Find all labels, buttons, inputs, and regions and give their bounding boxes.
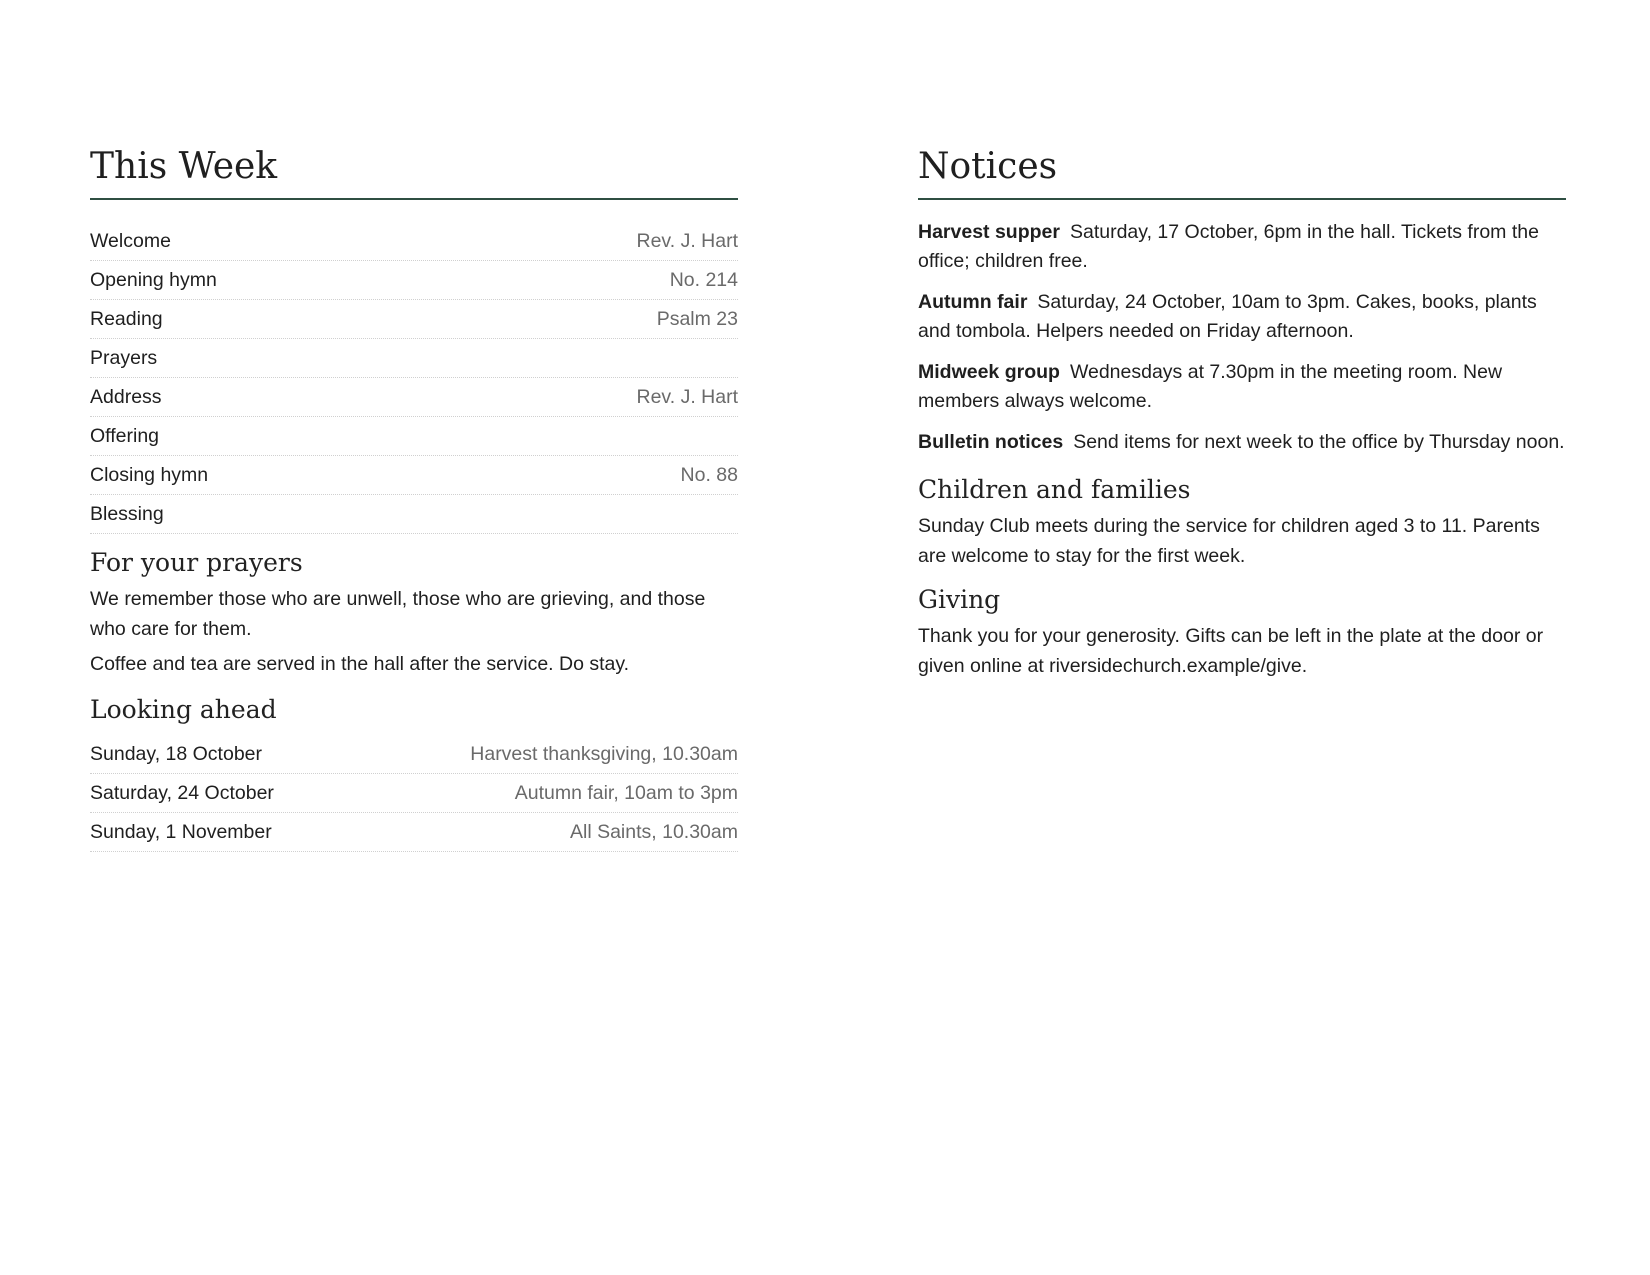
service-row (90, 417, 738, 456)
notice-text: Saturday, 24 October, 10am to 3pm. Cakes, books, plants and tombola. Helpers needed on Friday afternoon. (918, 291, 1537, 342)
service-item: Blessing (90, 502, 164, 525)
service-item: Prayers (90, 346, 158, 369)
notice-item (918, 288, 1566, 346)
service-item: Welcome (90, 229, 171, 252)
notice-title: Midweek group (918, 361, 1060, 383)
notice-item (918, 358, 1566, 416)
notice-title: Harvest supper (918, 221, 1060, 243)
service-detail: Rev. J. Hart (636, 229, 738, 252)
this-week-heading: This Week (90, 146, 738, 200)
service-item: Address (90, 385, 162, 408)
service-row (90, 339, 738, 378)
service-item: Reading (90, 307, 163, 330)
event-date: Saturday, 24 October (90, 781, 274, 804)
notice-text: Saturday, 17 October, 6pm in the hall. Tickets from the office; children free. (918, 221, 1539, 272)
service-row (90, 495, 738, 534)
looking-ahead-heading: Looking ahead (90, 695, 277, 724)
event-row (90, 735, 738, 774)
prayers-text: We remember those who are unwell, those who are grieving, and those who care for them. (90, 588, 706, 640)
event-name: Harvest thanksgiving, 10.30am (470, 742, 738, 765)
this-week-column (90, 146, 738, 852)
event-date: Sunday, 1 November (90, 820, 272, 843)
children-text: Sunday Club meets during the service for children aged 3 to 11. Parents are welcome to stay for the first week. (918, 515, 1540, 567)
looking-ahead-list (90, 735, 738, 852)
event-row (90, 774, 738, 813)
notices-list (918, 218, 1566, 457)
notice-text: Wednesdays at 7.30pm in the meeting room. New members always welcome. (918, 361, 1503, 412)
service-item: Closing hymn (90, 463, 209, 486)
notice-title: Bulletin notices (918, 431, 1064, 453)
notice-item (918, 428, 1566, 457)
event-row (90, 813, 738, 852)
prayers-heading: For your prayers (90, 548, 303, 577)
notices-heading: Notices (918, 146, 1566, 200)
service-detail: Rev. J. Hart (636, 385, 738, 408)
notice-title: Autumn fair (918, 291, 1028, 313)
giving-heading: Giving (918, 585, 1001, 614)
notice-item (918, 218, 1566, 276)
service-item: Opening hymn (90, 268, 217, 291)
event-name: All Saints, 10.30am (569, 820, 738, 843)
service-detail: Psalm 23 (656, 307, 738, 330)
event-date: Sunday, 18 October (90, 742, 262, 765)
children-heading: Children and families (918, 475, 1191, 504)
service-row (90, 378, 738, 417)
service-row (90, 261, 738, 300)
event-name: Autumn fair, 10am to 3pm (514, 781, 738, 804)
order-of-service (90, 222, 738, 534)
service-item: Offering (90, 424, 160, 447)
service-detail: No. 88 (680, 463, 738, 486)
service-row (90, 222, 738, 261)
service-row (90, 456, 738, 495)
service-row (90, 300, 738, 339)
notice-text: Send items for next week to the office by Thursday noon. (1073, 431, 1565, 453)
giving-text: Thank you for your generosity. Gifts can be left in the plate at the door or given online at riversidechurch.example/give. (918, 625, 1544, 677)
coffee-text: Coffee and tea are served in the hall after the service. Do stay. (90, 653, 630, 675)
service-detail: No. 214 (669, 268, 738, 291)
notices-column (918, 146, 1566, 681)
